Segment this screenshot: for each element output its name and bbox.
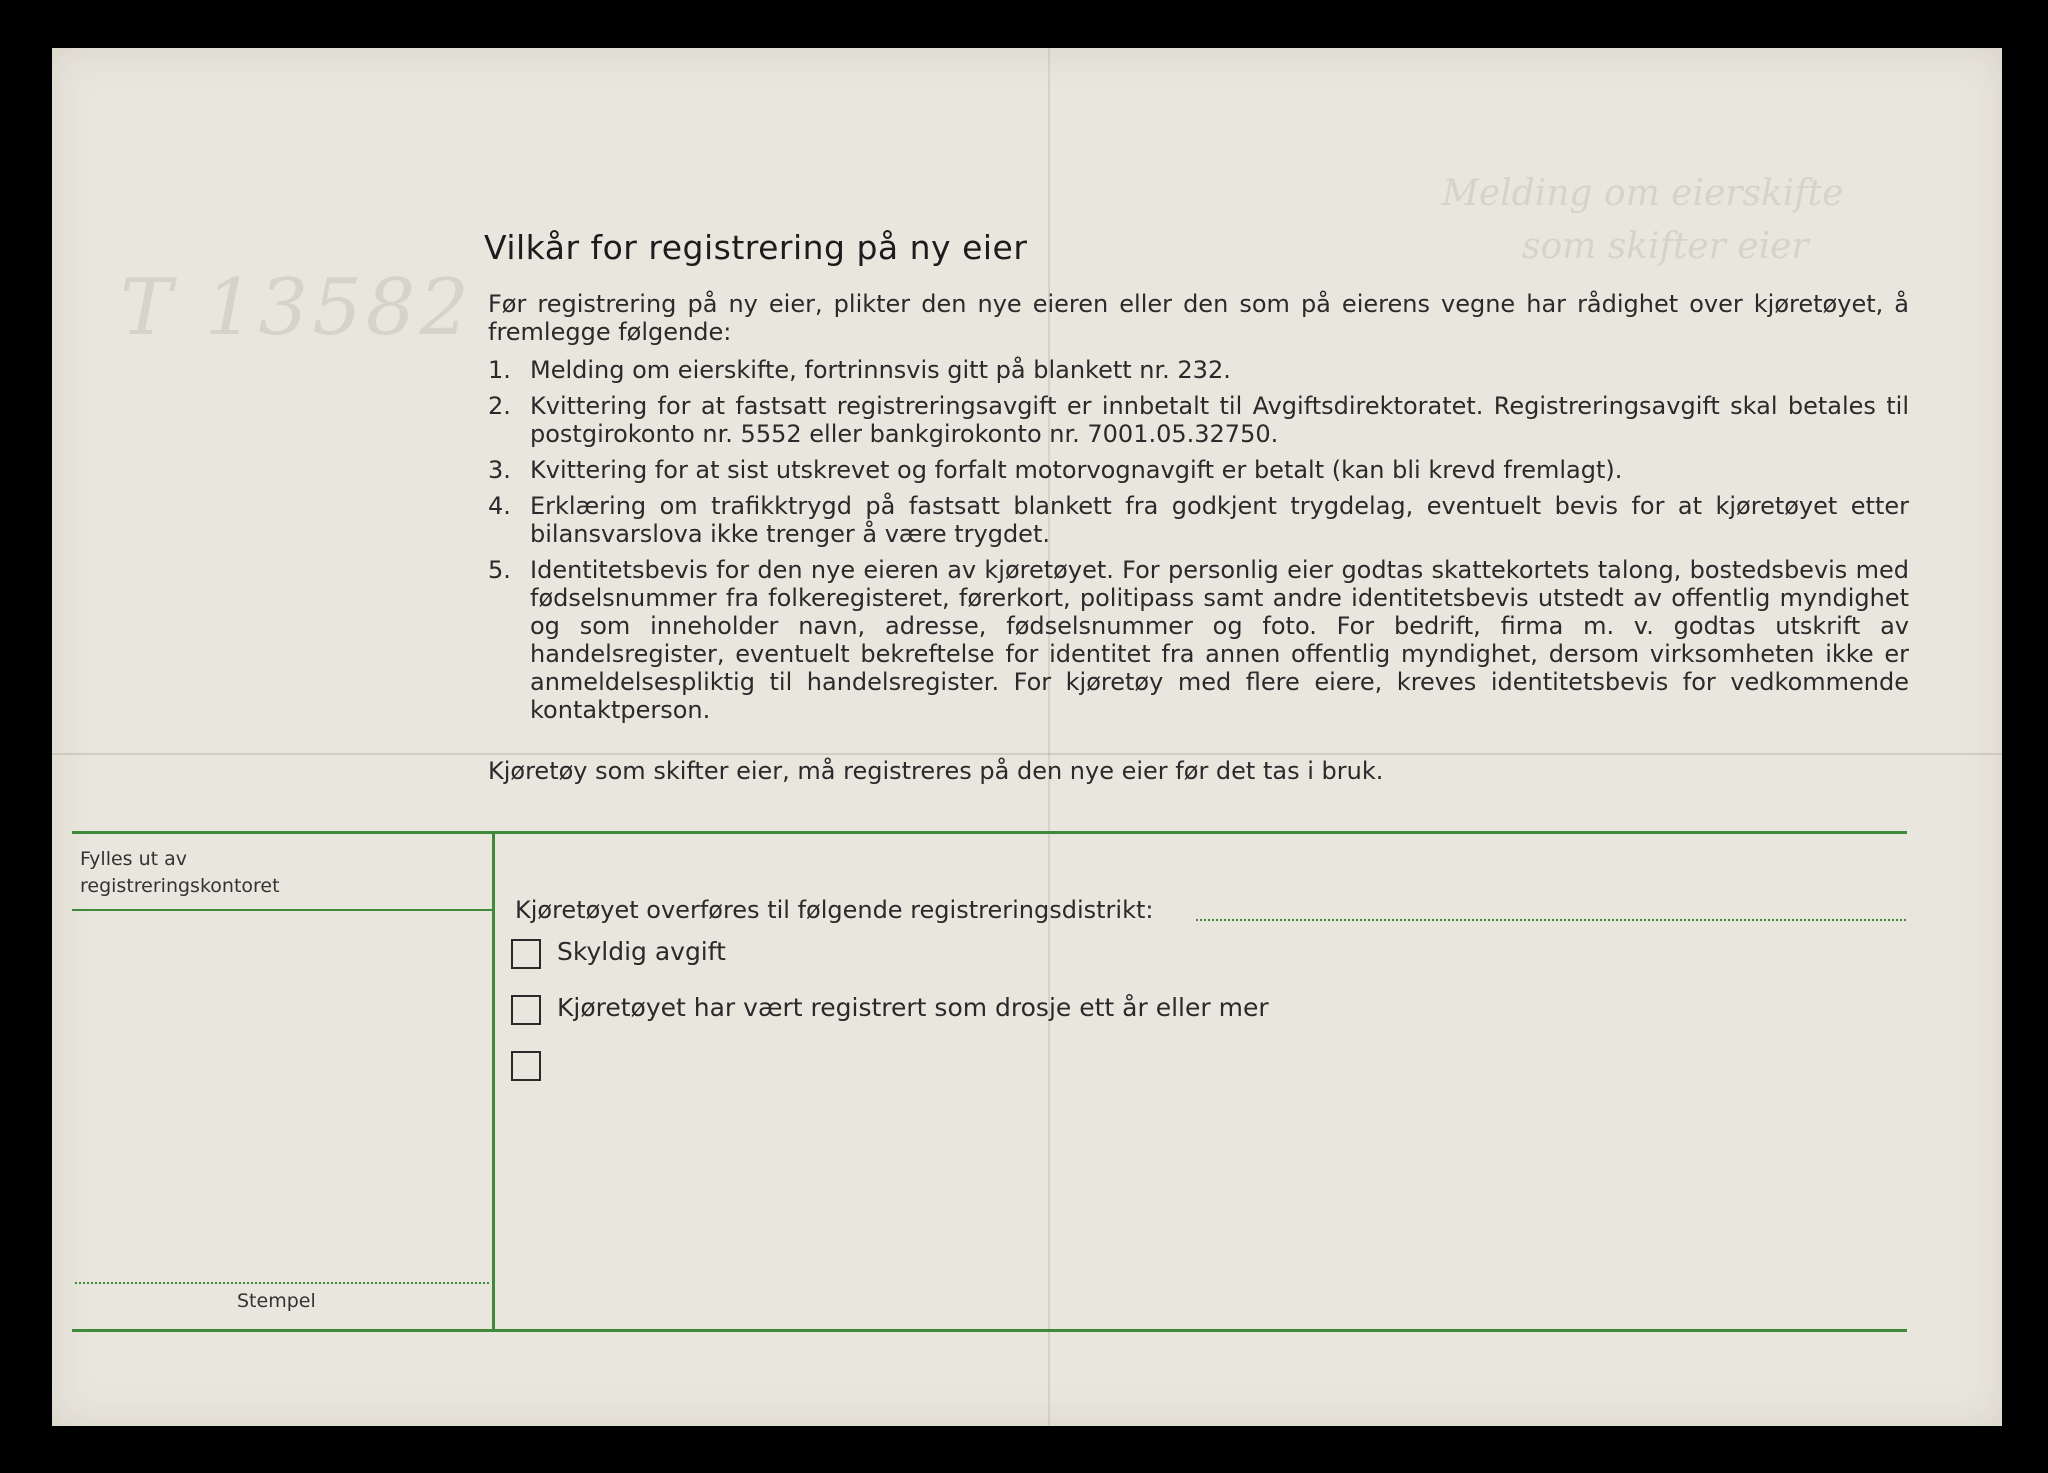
show-through-text-2: som skifter eier	[1522, 226, 1809, 267]
section-bottom-rule	[72, 1329, 1907, 1332]
conditions-body	[488, 290, 1909, 732]
condition-item	[488, 392, 1909, 448]
unpaid-fee-label: Skyldig avgift	[557, 937, 726, 966]
conditions-intro: Før registrering på ny eier, plikter den nye eieren eller den som på eierens vegne har rådighet over kjøretøyet, å fremlegge følgende:	[488, 290, 1909, 346]
condition-number: 5.	[488, 556, 511, 584]
unpaid-fee-checkbox[interactable]	[511, 939, 541, 969]
condition-text: Melding om eierskifte, fortrinnsvis gitt på blankett nr. 232.	[530, 356, 1231, 384]
taxi-registered-checkbox[interactable]	[511, 995, 541, 1025]
district-input-line[interactable]	[1196, 919, 1906, 921]
conditions-title: Vilkår for registrering på ny eier	[484, 228, 1028, 267]
office-fill-label	[80, 846, 280, 900]
closing-note: Kjøretøy som skifter eier, må registreres på den nye eier før det tas i bruk.	[488, 757, 1384, 785]
blank-option-checkbox[interactable]	[511, 1051, 541, 1081]
condition-number: 4.	[488, 492, 511, 520]
district-label: Kjøretøyet overføres til følgende registreringsdistrikt:	[515, 896, 1154, 924]
condition-text: Kvittering for at sist utskrevet og forfalt motorvognavgift er betalt (kan bli krevd fremlagt).	[530, 456, 1623, 484]
condition-item	[488, 356, 1909, 384]
left-label-underline	[72, 909, 492, 911]
taxi-registered-label: Kjøretøyet har vært registrert som drosje ett år eller mer	[557, 993, 1269, 1022]
condition-number: 2.	[488, 392, 511, 420]
show-through-registration-number: T 13582	[120, 263, 473, 353]
office-fill-label-line2: registreringskontoret	[80, 875, 280, 897]
condition-item	[488, 492, 1909, 548]
stamp-dotted-line	[75, 1282, 489, 1284]
condition-number: 1.	[488, 356, 511, 384]
condition-text: Identitetsbevis for den nye eieren av kjøretøyet. For personlig eier godtas skattekortets talong, bostedsbevis med fødselsnummer fra folkeregisteret, førerkort, politipass samt andre identitetsbevis utstedt av offentlig myndighet og som inneholder navn, adresse, fødselsnummer og foto. For bedrift, firma m. v. godtas utskrift av handelsregister, eventuelt bekreftelse for identitet fra annen offentlig myndighet, dersom virksomheten ikke er anmeldelsespliktig til handelsregister. For kjøretøy med flere eiere, kreves identitetsbevis for vedkommende kontaktperson.	[530, 556, 1909, 724]
horizontal-fold-crease	[52, 753, 2002, 755]
condition-item	[488, 556, 1909, 724]
stamp-label: Stempel	[237, 1290, 316, 1312]
section-top-rule	[72, 831, 1907, 834]
vertical-fold-crease	[1048, 48, 1050, 1426]
office-fill-label-line1: Fylles ut av	[80, 848, 188, 870]
section-vertical-divider	[492, 834, 495, 1329]
show-through-text-1: Melding om eierskifte	[1442, 173, 1844, 214]
condition-text: Kvittering for at fastsatt registreringsavgift er innbetalt til Avgiftsdirektoratet. Registreringsavgift skal betales til postgirokonto nr. 5552 eller bankgirokonto nr. 7001.05.32750.	[530, 392, 1909, 448]
condition-number: 3.	[488, 456, 511, 484]
condition-item	[488, 456, 1909, 484]
condition-text: Erklæring om trafikktrygd på fastsatt blankett fra godkjent trygdelag, eventuelt bevis for at kjøretøyet etter bilansvarslova ikke trenger å være trygdet.	[530, 492, 1909, 548]
